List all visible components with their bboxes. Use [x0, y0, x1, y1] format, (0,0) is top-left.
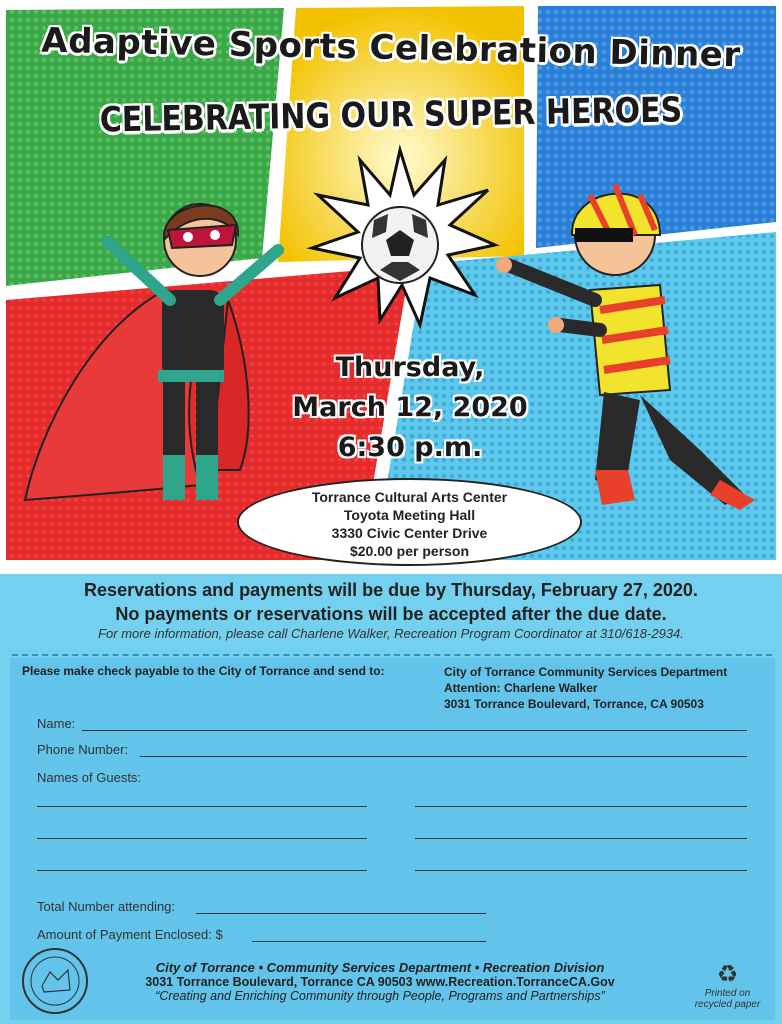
recycle-icon: ♻: [716, 961, 739, 988]
payment-instructions: Please make check payable to the City of Torrance and send to:: [22, 664, 385, 678]
guest-field[interactable]: [415, 806, 747, 807]
venue-oval: [237, 478, 582, 566]
late-policy-line: No payments or reservations will be accepted after the due date.: [115, 604, 667, 624]
city-seal-icon: [22, 948, 88, 1014]
recycled-notice: [690, 962, 765, 1010]
footer: [90, 960, 670, 1003]
guest-field[interactable]: [415, 838, 747, 839]
ticket-price: $20.00 per person: [349, 543, 470, 559]
guest-field[interactable]: [37, 870, 367, 871]
venue-name: Torrance Cultural Arts Center: [311, 489, 508, 505]
recycled-text: Printed on recycled paper: [694, 988, 761, 1010]
event-title: Adaptive Sports Celebration Dinner: [40, 20, 742, 76]
due-date-notice: [0, 578, 782, 626]
guest-field[interactable]: [37, 838, 367, 839]
venue-room: Toyota Meeting Hall: [343, 507, 476, 523]
event-time: 6:30 p.m.: [337, 432, 483, 463]
footer-address-website: 3031 Torrance Boulevard, Torrance CA 90503 www.Recreation.TorranceCA.Gov: [145, 975, 615, 989]
guest-field[interactable]: [37, 806, 367, 807]
phone-label: Phone Number:: [37, 742, 129, 757]
name-field[interactable]: [82, 730, 747, 731]
due-date-line: Reservations and payments will be due by Thursday, February 27, 2020.: [84, 580, 698, 600]
guests-label: Names of Guests:: [37, 770, 142, 785]
event-date: March 12, 2020: [292, 392, 528, 423]
venue-address: 3330 Civic Center Drive: [331, 525, 488, 541]
total-attending-label: Total Number attending:: [37, 899, 176, 914]
event-datetime: [260, 348, 560, 468]
total-attending-field[interactable]: [196, 913, 486, 914]
event-day: Thursday,: [335, 352, 485, 383]
tear-off-line: [12, 654, 772, 656]
address-line-2: Attention: Charlene Walker: [444, 681, 598, 695]
payment-amount-field[interactable]: [252, 941, 486, 942]
footer-slogan: “Creating and Enriching Community through People, Programs and Partnerships”: [155, 989, 605, 1003]
address-line-1: City of Torrance Community Services Department: [444, 665, 728, 679]
event-subtitle: CELEBRATING OUR SUPER HEROES: [99, 90, 683, 141]
payment-amount-label: Amount of Payment Enclosed: $: [37, 927, 223, 942]
footer-organization: City of Torrance • Community Services Department • Recreation Division: [155, 960, 605, 975]
contact-info: For more information, please call Charlene Walker, Recreation Program Coordinator at 310/618-2934.: [98, 626, 684, 641]
phone-field[interactable]: [140, 756, 747, 757]
address-line-3: 3031 Torrance Boulevard, Torrance, CA 90503: [444, 697, 704, 711]
soccer-ball-icon: [362, 207, 438, 283]
guest-field[interactable]: [415, 870, 747, 871]
section-divider: [0, 570, 782, 574]
mailing-address: [444, 664, 727, 712]
name-label: Name:: [37, 716, 76, 731]
